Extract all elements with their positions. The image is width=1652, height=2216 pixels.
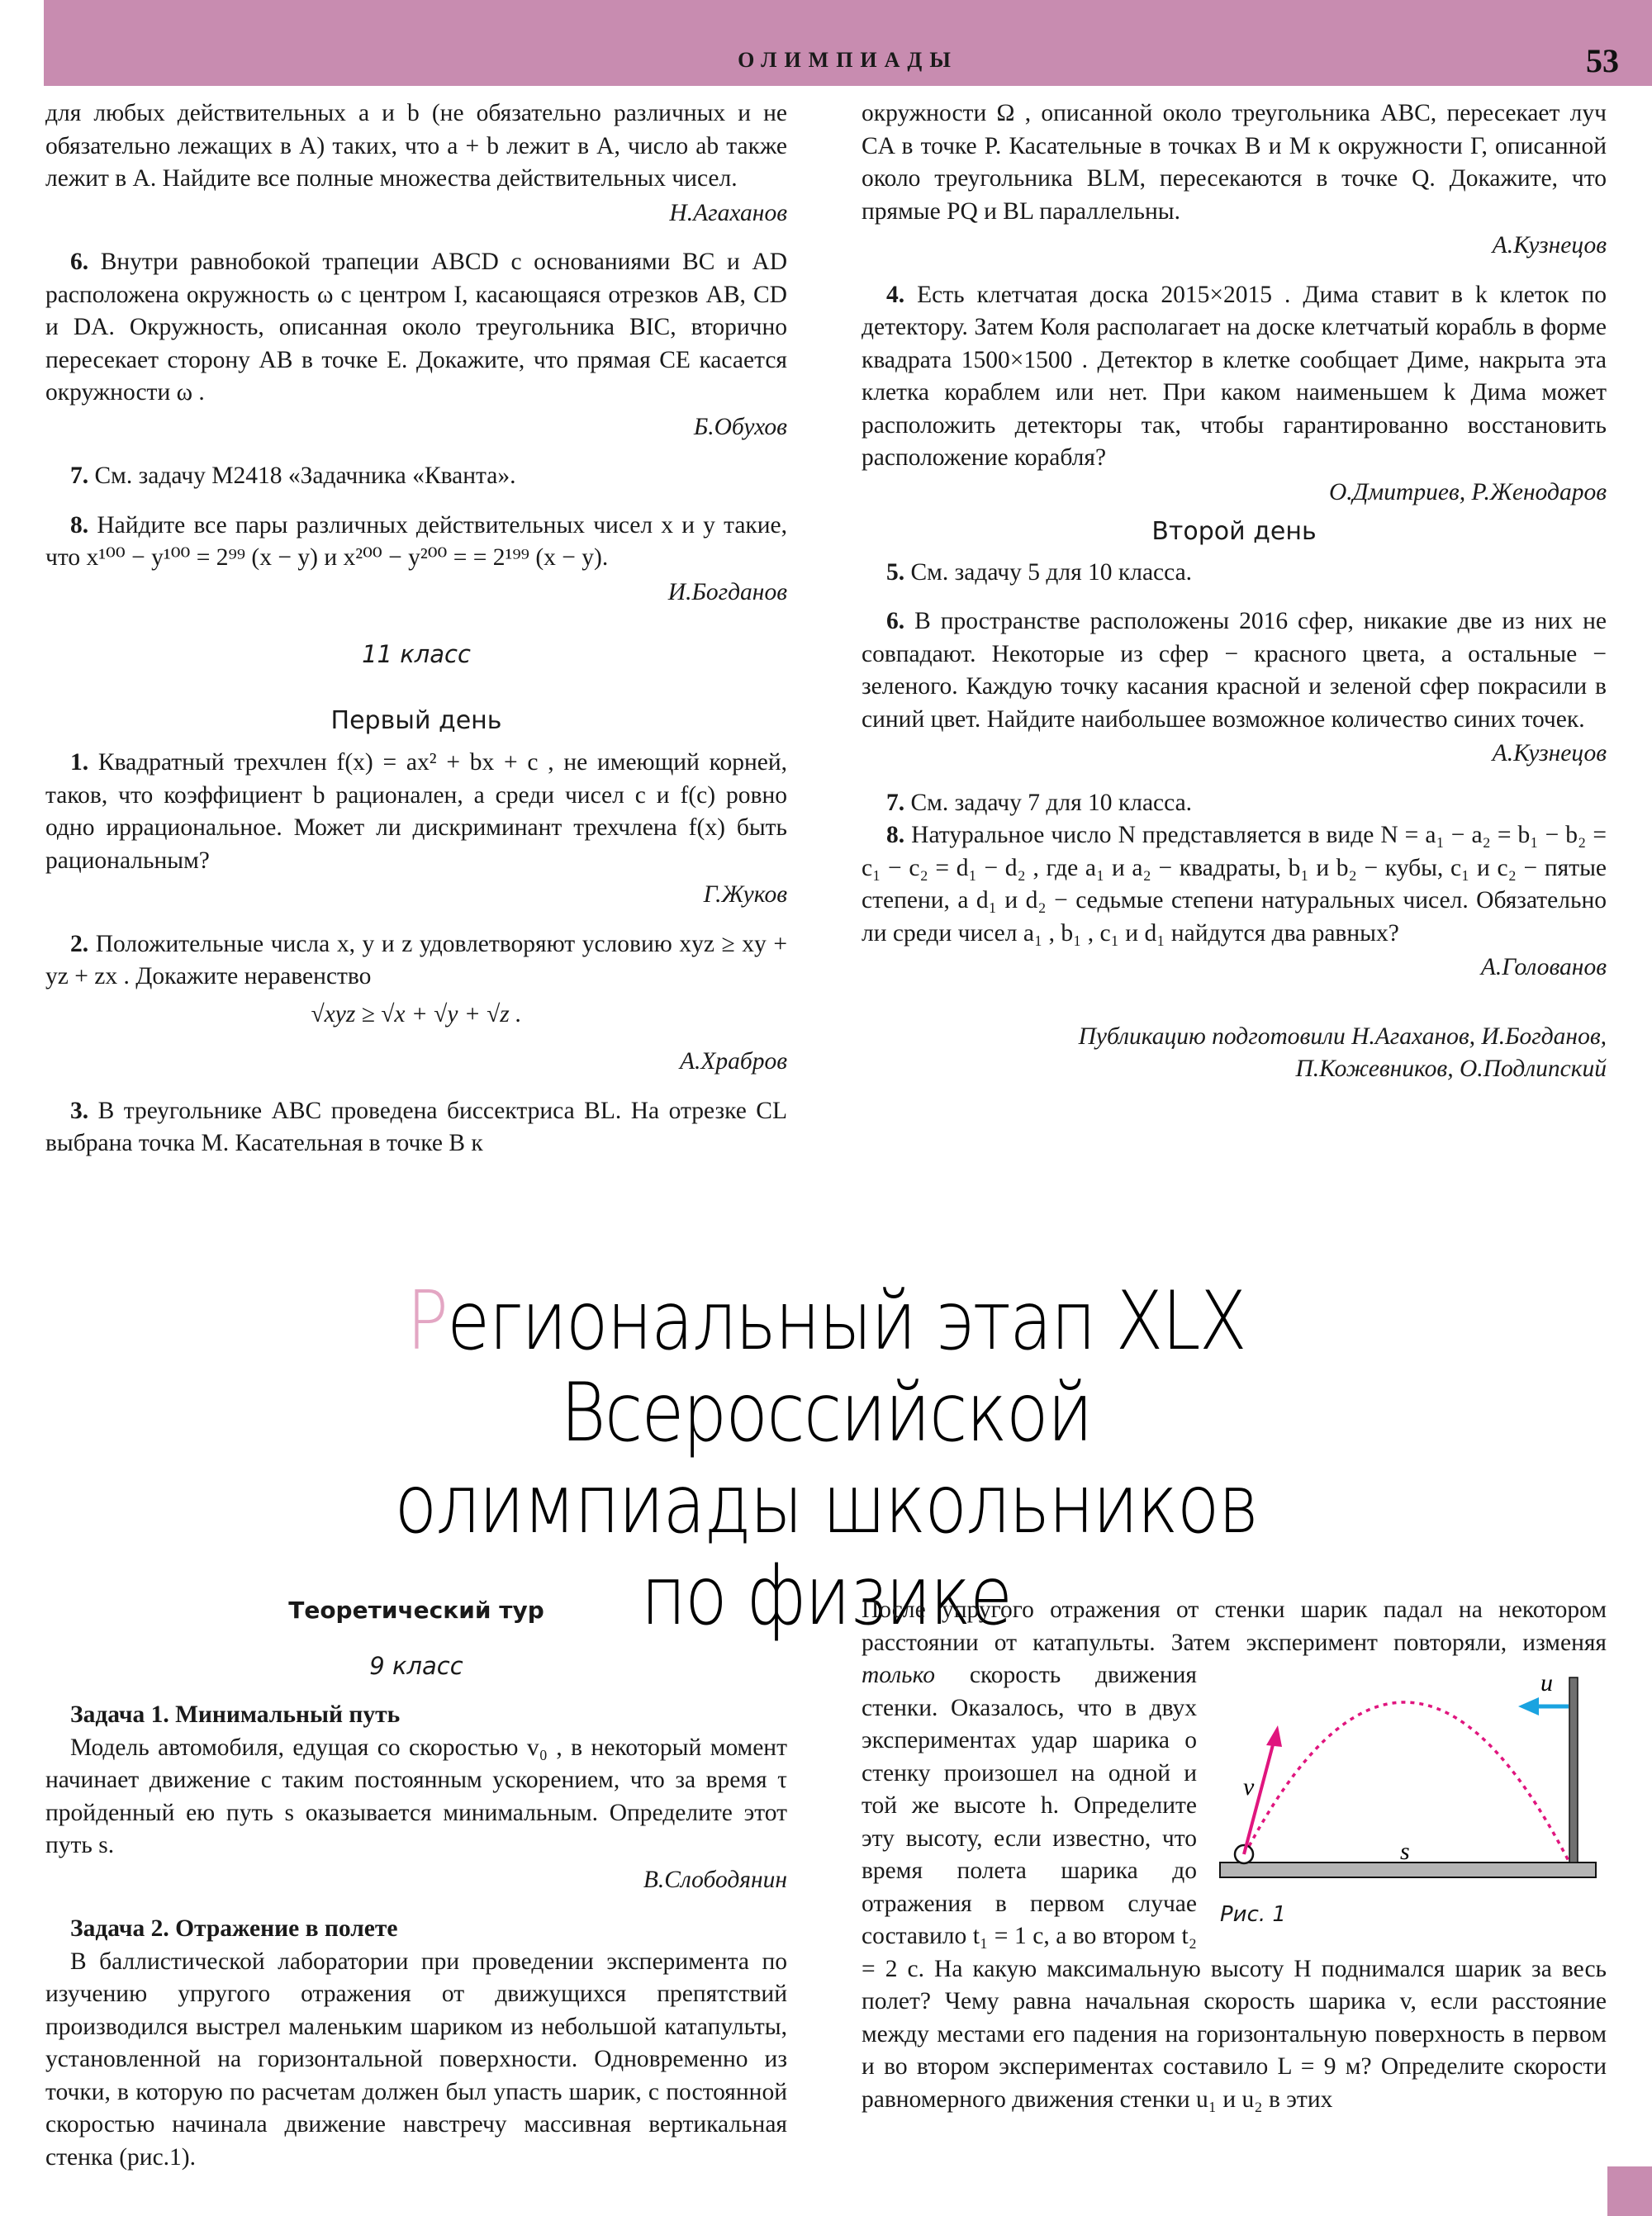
author: Н.Агаханов (669, 199, 787, 226)
problem-3 (45, 1095, 787, 1160)
problem-4 (862, 279, 1607, 475)
author: А.Кузнецов (1492, 232, 1607, 259)
problem-text: Найдите все пары различных действительных чисел x и y такие, что x¹⁰⁰ − y¹⁰⁰ = 2⁹⁹ (x − y) и x²⁰⁰ − y²⁰⁰ = = 2¹⁹⁹ (x − y). (45, 511, 788, 571)
problem-number: 3. (70, 1097, 89, 1124)
tour-heading: Теоретический тур (288, 1597, 544, 1624)
problem-5 (862, 557, 1607, 590)
problem-number: 4. (886, 281, 905, 308)
problem-number: 8. (886, 822, 905, 848)
label-u: u (1540, 1669, 1553, 1696)
emphasis-only: только (862, 1662, 936, 1688)
page-number: 53 (1586, 42, 1619, 79)
label-v: v (1243, 1773, 1255, 1801)
ballistics-diagram (1212, 1663, 1607, 1902)
task-2-text: В баллистической лаборатории при проведении эксперимента по изучению упругого отражения от движущихся препятствий производился выстрел маленьким шариком из небольшой катапульты, установленной на горизонтальной поверхности. Одновременно из точки, в которую по расчетам должен был упасть шарик, с постоянной скоростью начинала движение навстречу массивная вертикальная стенка (рис.1). (45, 1948, 787, 2171)
author: А.Голованов (1480, 954, 1607, 980)
problem-text: См. задачу 7 для 10 класса. (910, 789, 1193, 816)
problem-number: 1. (70, 749, 89, 776)
problem-text: Квадратный трехчлен f(x) = ax² + bx + c , не имеющий корней, таков, что коэффициент b рационален, а среди чисел c и f(c) ровно одно иррациональное. Может ли дискриминант трехчлена f(x) быть рациональным? (45, 749, 787, 874)
section-title: ОЛИМПИАДЫ (738, 48, 958, 72)
problem-7 (862, 787, 1607, 820)
task-1-text: Модель автомобиля, едущая со скоростью v₀ , в некоторый момент начинает движение с таким постоянным ускорением, что за время τ пройденный ею путь s оказывается минимальным. Определите этот путь s. (45, 1734, 787, 1858)
header-bar (44, 0, 1652, 86)
title-line-3: по физике (640, 1549, 1012, 1644)
credits-line-1: Публикацию подготовили Н.Агаханов, И.Богданов, (1078, 1023, 1607, 1050)
corner-accent-block (1607, 2166, 1652, 2216)
figure-caption: Рис. 1 (1220, 1902, 1286, 1927)
problem-number: 6. (70, 249, 89, 275)
problem-number: 7. (886, 789, 905, 816)
wall (1569, 1677, 1578, 1862)
problem-8 (45, 510, 787, 575)
task-2-title: Задача 2. Отражение в полете (70, 1915, 398, 1942)
label-s: s (1400, 1838, 1410, 1865)
problem-number: 6. (886, 608, 905, 634)
wall-speed-arrowhead (1518, 1697, 1539, 1715)
inequality-formula: √xyz ≥ √x + √y + √z . (311, 1000, 522, 1027)
problem-6 (862, 605, 1607, 736)
author: О.Дмитриев, Р.Женодаров (1328, 478, 1607, 505)
problem-number: 7. (70, 463, 89, 489)
grade-heading: 11 класс (362, 640, 471, 668)
right-column-physics (862, 1594, 1607, 2116)
problem-text: Внутри равнобокой трапеции ABCD с основаниями BC и AD расположена окружность ω с центром I, касающаяся отрезков AB, CD и DA. Окружность, описанная около треугольника BIC, вторично пересекает сторону AB в точке E. Докажите, что прямая CE касается окружности ω . (45, 249, 787, 406)
left-column-physics (45, 1594, 787, 2174)
problem-text: См. задачу 5 для 10 класса. (910, 558, 1193, 586)
continuation-text: для любых действительных a и b (не обязательно различных и не обязательно лежащих в A) таких, что a + b лежит в A, число ab также лежит в A. Найдите все полные множества действительных чисел. (45, 100, 787, 192)
author: В.Слободянин (643, 1866, 787, 1893)
day-heading: Второй день (1151, 517, 1317, 546)
left-column-math (45, 97, 787, 1160)
day-heading: Первый день (330, 705, 502, 735)
task-2-continued: После упругого отражения от стенки шарик падал на некотором расстоянии от катапульты. Затем эксперимент повторяли, изменяя v u s Рис. 1 только скорость движения стенки. Оказалось, что в двух экспериментах удар шарика о стенку произошел на одной и той же высоте h. Определите эту высоту, если известно, что время полета шарика до отражения в первом случае составило t₁ = 1 с, а во втором t₂ = 2 с. На какую максимальную высоту H поднимался шарик за весь полет? Чему равна начальная скорость шарика v, если расстояние между местами его падения на горизонтальную поверхность в первом и во втором экспериментах составило L = 9 м? Определите скорости равномерного движения стенки u₁ и u₂ в этих (862, 1597, 1607, 2113)
problem-text: Есть клетчатая доска 2015×2015 . Дима ставит в k клеток по детектору. Затем Коля располагает на доске клетчатый корабль в форме квадрата 1500×1500 . Детектор в клетке сообщает Диме, накрыта эта клетка кораблем или нет. При каком наименьшем k Дима может расположить детекторы так, чтобы гарантированно восстановить расположение корабля? (862, 281, 1607, 471)
problem-text: В пространстве расположены 2016 сфер, никакие две из них не совпадают. Некоторые из сфер − красного цвета, а остальные − зеленого. Каждую точку касания красной и зеленой сфер покрасили в синий цвет. Найдите наибольшее возможное количество синих точек. (862, 608, 1607, 733)
author: Г.Жуков (703, 881, 787, 908)
task-1-title: Задача 1. Минимальный путь (70, 1701, 401, 1728)
problem-8 (862, 819, 1607, 950)
problem-number: 8. (70, 511, 89, 539)
problem-text: В треугольнике ABC проведена биссектриса BL. На отрезке CL выбрана точка M. Касательная в точке B к (45, 1097, 787, 1156)
problem-7 (45, 460, 787, 493)
grade-heading: 9 класс (369, 1651, 463, 1680)
problem-text: См. задачу М2418 «Задачника «Кванта». (94, 463, 516, 489)
problem-1 (45, 747, 787, 877)
author: И.Богданов (667, 578, 787, 605)
author: А.Кузнецов (1492, 740, 1607, 766)
credits-line-2: П.Кожевников, О.Подлипский (1295, 1056, 1607, 1082)
velocity-arrowhead (1266, 1725, 1282, 1747)
problem-2 (45, 928, 787, 994)
title-line-1: Региональный этап XLX Всероссийской (406, 1274, 1246, 1460)
author: Б.Обухов (693, 413, 787, 440)
problem-number: 5. (886, 558, 905, 586)
problem-text: Натуральное число N представляется в виде N = a₁ − a₂ = b₁ − b₂ = c₁ − c₂ = d₁ − d₂ , где a₁ и a₂ − квадраты, b₁ и b₂ − кубы, c₁ и c₂ − пятые степени, а d₁ и d₂ − седьмые степени натуральных чисел. Обязательно ли среди чисел a₁ , b₁ , c₁ и d₁ найдутся два равных? (862, 822, 1607, 947)
problem-6 (45, 246, 787, 410)
problem-text: Положительные числа x, y и z удовлетворяют условию xyz ≥ xy + yz + zx . Докажите неравенство (45, 930, 787, 989)
problem-number: 2. (70, 930, 89, 957)
continuation-text: окружности Ω , описанной около треугольника ABC, пересекает луч CA в точке P. Касательные в точках B и M к окружности Γ, описанной около треугольника BLM, пересекаются в точке Q. Докажите, что прямые PQ и BL параллельны. (862, 100, 1607, 225)
title-initial: Р (406, 1274, 448, 1369)
figure-1 (1212, 1663, 1607, 1935)
title-line-2: олимпиады школьников (394, 1458, 1258, 1552)
article-title (144, 1276, 1507, 1643)
author: А.Храбров (679, 1048, 787, 1075)
right-column-math (862, 97, 1607, 1086)
